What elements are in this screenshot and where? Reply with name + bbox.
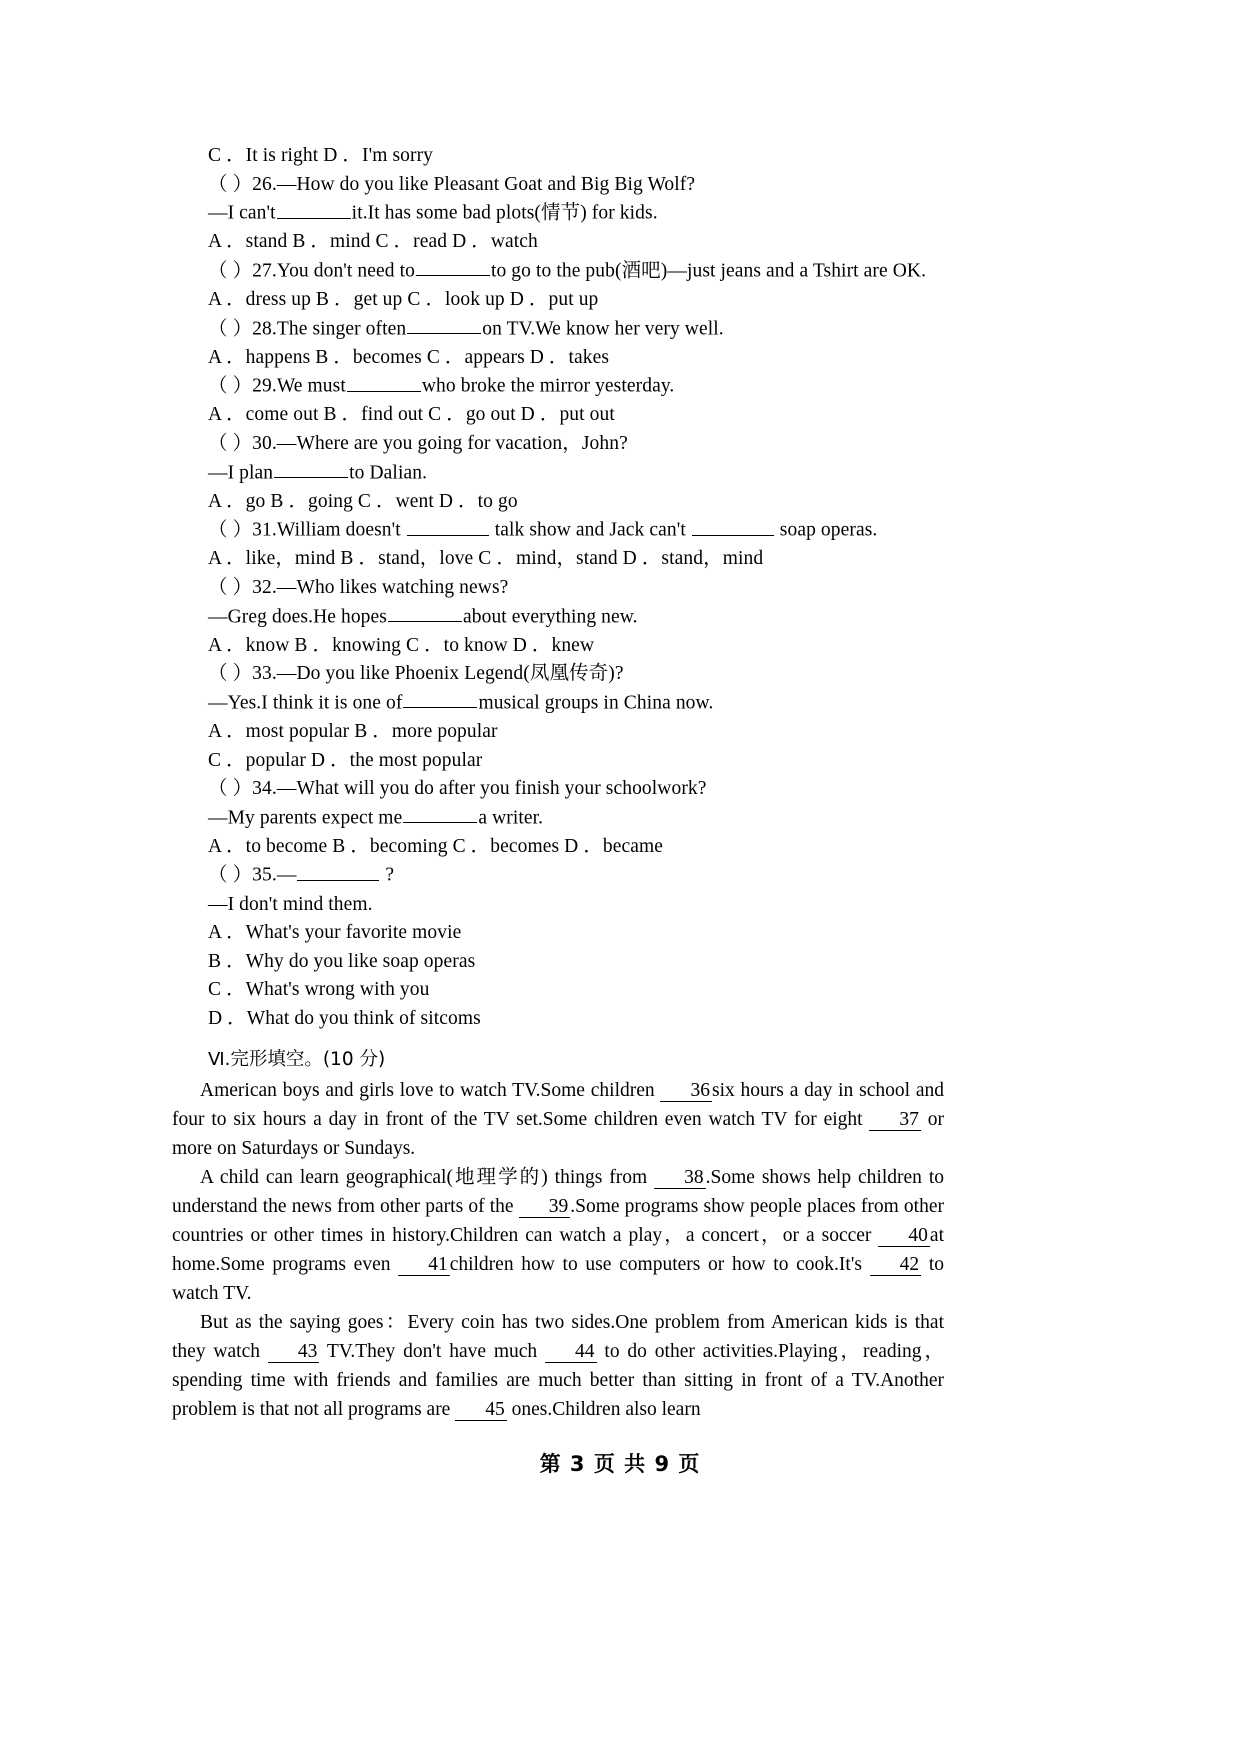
q30-reply-post: to Dalian. (349, 462, 428, 484)
p2-part6: to watch TV. (172, 1254, 945, 1304)
cloze-blank-39: 39 (519, 1197, 571, 1218)
q26-stem-text: （ ）26.—How do you like Pleasant Goat and Big Big Wolf? (208, 173, 696, 195)
page-footer (0, 1448, 1240, 1478)
answer-blank (692, 516, 774, 536)
q26-reply-post: it.It has some bad plots(情节) for kids. (351, 202, 658, 224)
p3-part2: TV.They don't have much (319, 1341, 546, 1362)
q35-stem-pre: （ ）35.— (208, 865, 297, 886)
question-27-stem (208, 257, 978, 286)
p3-part3: to do other activities.Playing，reading，spending time with friends and families are much better than sitting in front of a TV.Another problem is that not all programs are (172, 1341, 944, 1420)
question-35-reply (208, 891, 978, 920)
q30-options-text: A ．go B ．going C ．went D ．to go (208, 490, 518, 512)
q35-option-d-text: D ．What do you think of sitcoms (208, 1007, 481, 1029)
answer-blank (277, 199, 351, 219)
q35-reply-text: —I don't mind them. (208, 893, 373, 915)
answer-blank (347, 372, 421, 392)
page-number-text: 第 3 页 共 9 页 (539, 1452, 701, 1476)
q27-stem-pre: （ ）27.You don't need to (208, 260, 415, 282)
q28-stem-post: on TV.We know her very well. (482, 318, 724, 340)
question-35-stem (208, 861, 978, 890)
cloze-blank-41: 41 (398, 1255, 450, 1276)
question-26-options (208, 228, 978, 257)
cloze-blank-40: 40 (878, 1226, 930, 1247)
answer-blank (297, 861, 379, 881)
question-30-stem (208, 430, 978, 459)
question-26-stem (208, 171, 978, 200)
question-28-options (208, 344, 978, 373)
q33-reply-post: musical groups in China now. (478, 692, 714, 714)
q32-options-text: A ．know B ．knowing C ．to know D ．knew (208, 634, 595, 656)
q34-stem-text: （ ）34.—What will you do after you finish your schoolwork? (208, 778, 707, 800)
q26-options-text: A ．stand B ．mind C ．read D ．watch (208, 231, 538, 253)
p3-part4: ones.Children also learn (506, 1399, 701, 1420)
answer-blank (407, 315, 481, 335)
q33-stem-text: （ ）33.—Do you like Phoenix Legend(凤凰传奇)? (208, 663, 624, 685)
q34-reply-post: a writer. (478, 807, 544, 829)
q33-options-cd-text: C ．popular D ．the most popular (208, 749, 483, 771)
q29-options-text: A ．come out B ．find out C ．go out D ．put out (208, 404, 615, 426)
cloze-blank-45: 45 (455, 1400, 507, 1421)
q33-reply-pre: —Yes.I think it is one of (208, 692, 403, 714)
q31-stem-post: soap operas. (774, 519, 878, 541)
multiple-choice-question-block (208, 142, 978, 1034)
q35-option-a-text: A ．What's your favorite movie (208, 922, 462, 944)
question-32-stem (208, 574, 978, 603)
q35-option-b-text: B ．Why do you like soap operas (208, 950, 476, 972)
p2-part1: A child can learn geographical(地理学的) things from (200, 1167, 655, 1188)
question-33-reply (208, 689, 978, 718)
q31-stem-mid: talk show and Jack can't (489, 519, 691, 541)
p2-part4: at home.Some programs even (172, 1225, 944, 1275)
p2-part3: .Some programs show people places from other countries or other times in history.Children can watch a play，a concert，or a soccer (172, 1196, 944, 1246)
p2-part5: children how to use computers or how to cook.It's (449, 1254, 870, 1275)
cloze-passage (172, 1076, 944, 1424)
q31-options-text: A ．like，mind B ．stand，love C ．mind，stand D ．stand，mind (208, 548, 764, 570)
question-33-stem (208, 660, 978, 689)
q30-reply-pre: —I plan (208, 462, 274, 484)
q34-reply-pre: —My parents expect me (208, 807, 403, 829)
q33-options-ab-text: A ．most popular B ．more popular (208, 721, 498, 742)
q32-stem-text: （ ）32.—Who likes watching news? (208, 577, 509, 598)
question-35-option-c (208, 976, 978, 1005)
question-30-reply (208, 459, 978, 488)
p1-part3: or more on Saturdays or Sundays. (172, 1109, 944, 1159)
q35-option-c-text: C ．What's wrong with you (208, 979, 430, 1001)
question-35-option-a (208, 919, 978, 948)
cloze-blank-44: 44 (545, 1342, 597, 1363)
question-35-option-d (208, 1005, 978, 1034)
cloze-section-heading (208, 1046, 385, 1075)
question-35-option-b (208, 948, 978, 977)
q28-options-text: A ．happens B ．becomes C ．appears D ．takes (208, 346, 610, 368)
question-32-reply (208, 603, 978, 632)
q29-stem-pre: （ ）29.We must (208, 375, 346, 397)
q30-stem-text: （ ）30.—Where are you going for vacation，John? (208, 433, 628, 454)
q29-stem-post: who broke the mirror yesterday. (421, 375, 675, 397)
question-34-reply (208, 804, 978, 833)
question-33-options-ab (208, 718, 978, 747)
cloze-blank-43: 43 (268, 1342, 320, 1363)
answer-blank (388, 603, 462, 623)
question-26-reply (208, 199, 978, 228)
q35-stem-post: ? (380, 865, 395, 886)
question-31-stem (208, 516, 978, 545)
q25-options-text: C ．It is right D ．I'm sorry (208, 145, 434, 166)
cloze-paragraph-2 (172, 1163, 944, 1308)
question-34-options (208, 833, 978, 862)
p1-part2: six hours a day in school and four to six hours a day in front of the TV set.Some children even watch TV for eight (172, 1080, 944, 1130)
q31-stem-pre: （ ）31.William doesn't (208, 519, 406, 541)
q32-reply-post: about everything new. (462, 606, 638, 628)
question-33-options-cd (208, 747, 978, 776)
cloze-blank-36: 36 (660, 1081, 712, 1102)
cloze-paragraph-1 (172, 1076, 944, 1163)
q27-stem-post: to go to the pub(酒吧)—just jeans and a Tshirt are OK. (490, 260, 927, 282)
answer-blank (407, 516, 489, 536)
question-29-stem (208, 372, 978, 401)
cloze-blank-42: 42 (870, 1255, 922, 1276)
question-27-options (208, 286, 978, 315)
q34-options-text: A ．to become B ．becoming C ．becomes D ．became (208, 835, 664, 857)
answer-blank (416, 257, 490, 277)
section-number: Ⅵ. (208, 1049, 231, 1070)
question-32-options (208, 632, 978, 661)
q32-reply-pre: —Greg does.He hopes (208, 606, 387, 628)
answer-blank (403, 689, 477, 709)
answer-blank (403, 804, 477, 824)
question-34-stem (208, 775, 978, 804)
question-29-options (208, 401, 978, 430)
p2-part2: .Some shows help children to understand the news from other parts of the (172, 1167, 944, 1217)
q26-reply-pre: —I can't (208, 202, 276, 224)
answer-blank (274, 459, 348, 479)
p1-part1: American boys and girls love to watch TV.Some children (200, 1080, 661, 1101)
section-title: 完形填空。(10 分) (230, 1049, 386, 1070)
p3-part1: But as the saying goes：Every coin has two sides.One problem from American kids is that they watch (172, 1312, 944, 1362)
cloze-paragraph-3 (172, 1308, 944, 1424)
question-25-options-cd (208, 142, 978, 171)
cloze-blank-37: 37 (869, 1110, 921, 1131)
question-31-options (208, 545, 978, 574)
cloze-blank-38: 38 (654, 1168, 706, 1189)
q28-stem-pre: （ ）28.The singer often (208, 318, 407, 340)
q27-options-text: A ．dress up B ．get up C ．look up D ．put up (208, 289, 599, 310)
question-30-options (208, 488, 978, 517)
question-28-stem (208, 315, 978, 344)
